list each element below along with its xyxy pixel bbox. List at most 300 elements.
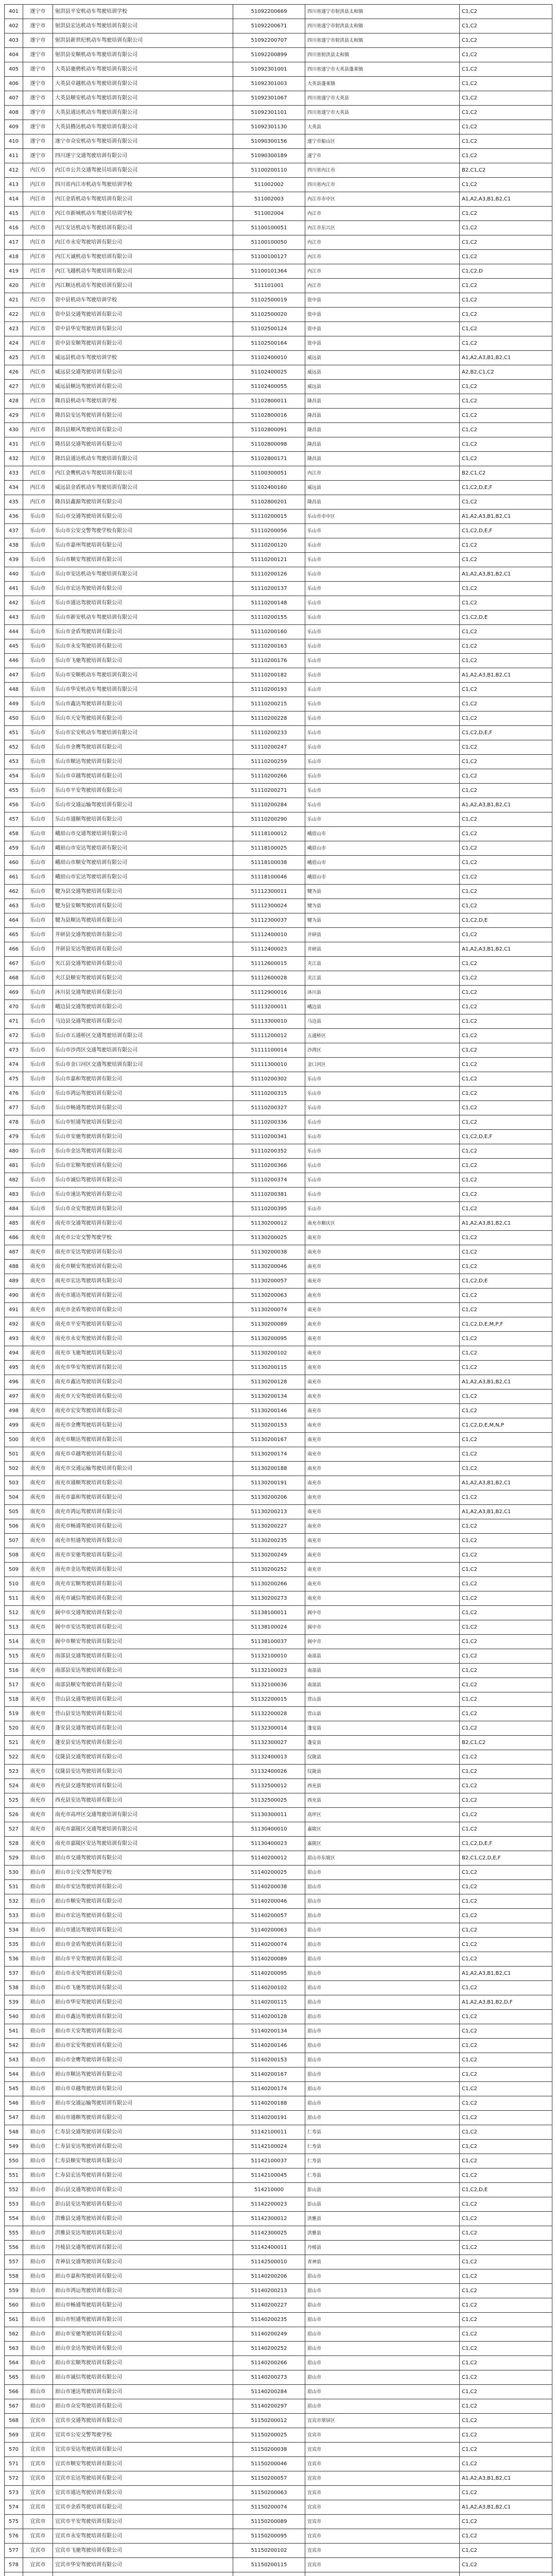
row-number: 510 (5, 1577, 23, 1591)
table-row (5, 2313, 552, 2327)
row-number: 470 (5, 1000, 23, 1014)
school-name-cell: 遂宁市众安机动车驾驶培训有限公司 (53, 134, 233, 149)
city-cell: 乐山市 (23, 740, 53, 755)
license-class-cell: C1,C2 (460, 2313, 552, 2327)
school-name-cell: 宜宾市顺安驾驶培训有限公司 (53, 2457, 233, 2471)
city-cell: 眉山市 (23, 1909, 53, 1923)
school-name-cell: 乐山市交通驾驶培训有限公司 (53, 510, 233, 524)
license-code-cell: 51140200188 (233, 2096, 305, 2111)
license-code-cell: 51112300024 (233, 899, 305, 913)
city-cell: 乐山市 (23, 668, 53, 683)
address-cell: 乐山市 (305, 769, 460, 784)
city-cell: 眉山市 (23, 2096, 53, 2111)
row-number: 530 (5, 1866, 23, 1880)
city-cell: 眉山市 (23, 2327, 53, 2342)
address-cell: 内江市 (305, 466, 460, 481)
row-number: 425 (5, 351, 23, 365)
row-number: 448 (5, 683, 23, 697)
address-cell: 南充市 (305, 1231, 460, 1245)
license-code-cell: 51113200011 (233, 1000, 305, 1014)
license-class-cell: C1,C2 (460, 841, 552, 856)
address-cell: 峨眉山市 (305, 856, 460, 870)
license-class-cell: C1,C2 (460, 812, 552, 827)
school-name-cell: 洪雅县安达驾驶培训有限公司 (53, 2226, 233, 2241)
license-code-cell: 51130200046 (233, 1260, 305, 1274)
address-cell: 金口河区 (305, 1058, 460, 1072)
license-code-cell: 51110200121 (233, 553, 305, 567)
city-cell: 南充市 (23, 1721, 53, 1736)
address-cell: 眉山市 (305, 2053, 460, 2067)
address-cell: 南充市 (305, 1548, 460, 1563)
city-cell: 南充市 (23, 1837, 53, 1851)
row-number: 419 (5, 264, 23, 279)
row-number: 478 (5, 1115, 23, 1130)
school-name-cell: 宜宾市通达驾驶培训有限公司 (53, 2486, 233, 2500)
address-cell: 眉山市 (305, 1894, 460, 1909)
table-row (5, 1938, 552, 1952)
address-cell: 眉山市 (305, 1952, 460, 1967)
license-class-cell: C1,C2 (460, 2096, 552, 2111)
license-class-cell: C1,C2 (460, 33, 552, 48)
city-cell: 内江市 (23, 437, 53, 452)
license-code-cell: 51140200213 (233, 2284, 305, 2298)
license-class-cell: C1,C2 (460, 91, 552, 106)
address-cell: 南充市 (305, 1476, 460, 1490)
address-cell: 内江市市中区 (305, 192, 460, 207)
row-number: 505 (5, 1505, 23, 1519)
city-cell: 遂宁市 (23, 106, 53, 120)
license-code-cell: 51140200095 (233, 1967, 305, 1981)
license-class-cell: C1,C2 (460, 77, 552, 91)
city-cell: 眉山市 (23, 2039, 53, 2053)
school-name-cell: 眉山市速达驾驶培训有限公司 (53, 2385, 233, 2399)
school-name-cell: 乐山市众安驾驶培训有限公司 (53, 1202, 233, 1216)
row-number: 548 (5, 2125, 23, 2140)
license-class-cell: C1,C2 (460, 1519, 552, 1534)
address-cell: 眉山市 (305, 2356, 460, 2370)
address-cell: 内江市 (305, 250, 460, 264)
row-number: 506 (5, 1519, 23, 1534)
address-cell: 宜宾市 (305, 2428, 460, 2443)
address-cell: 乐山市 (305, 596, 460, 611)
row-number: 483 (5, 1188, 23, 1202)
table-row (5, 1894, 552, 1909)
license-class-cell: C1,C2 (460, 322, 552, 336)
row-number: 537 (5, 1967, 23, 1981)
license-code-cell: 51130200038 (233, 1245, 305, 1260)
city-cell: 遂宁市 (23, 48, 53, 62)
school-name-cell: 乐山市卓越驾驶培训有限公司 (53, 769, 233, 784)
city-cell: 宜宾市 (23, 2544, 53, 2558)
license-class-cell: C1,C2 (460, 1043, 552, 1058)
address-cell: 峨眉山市 (305, 827, 460, 841)
license-code-cell: 511002003 (233, 192, 305, 207)
license-class-cell: C1,C2 (460, 2024, 552, 2039)
license-class-cell: C1,C2 (460, 1779, 552, 1793)
address-cell: 乐山市 (305, 524, 460, 538)
school-name-cell: 眉山市金盾驾驶培训有限公司 (53, 1938, 233, 1952)
license-code-cell: 51130200025 (233, 1231, 305, 1245)
school-name-cell: 乐山市金鹰驾驶培训有限公司 (53, 740, 233, 755)
row-number: 427 (5, 380, 23, 394)
address-cell: 乐山市 (305, 582, 460, 596)
license-class-cell: C1,C2 (460, 784, 552, 798)
row-number: 428 (5, 394, 23, 409)
row-number: 512 (5, 1606, 23, 1620)
row-number: 405 (5, 62, 23, 77)
city-cell: 遂宁市 (23, 134, 53, 149)
license-class-cell: C1,C2 (460, 1909, 552, 1923)
row-number: 513 (5, 1620, 23, 1635)
school-name-cell: 营山县交通驾驶培训有限公司 (53, 1692, 233, 1707)
school-name-cell: 眉山市华安驾驶培训有限公司 (53, 1995, 233, 2010)
table-row (5, 827, 552, 841)
school-name-cell: 眉山市飞驰驾驶培训有限公司 (53, 1981, 233, 1995)
table-row (5, 437, 552, 452)
table-row (5, 1490, 552, 1505)
license-class-cell: C1,C2 (460, 207, 552, 221)
school-name-cell: 乐山市诚信驾驶培训有限公司 (53, 1173, 233, 1188)
license-class-cell: C1,C2 (460, 1808, 552, 1822)
license-class-cell: C1,C2 (460, 1923, 552, 1938)
row-number: 571 (5, 2457, 23, 2471)
license-code-cell: 51140200074 (233, 1938, 305, 1952)
table-row (5, 1851, 552, 1866)
table-row (5, 2197, 552, 2212)
city-cell: 南充市 (23, 1476, 53, 1490)
city-cell: 南充市 (23, 1303, 53, 1317)
address-cell: 眉山市 (305, 2327, 460, 2342)
license-code-cell: 51112600028 (233, 971, 305, 986)
license-code-cell: 51132100036 (233, 1678, 305, 1692)
license-code-cell: 51110200327 (233, 1101, 305, 1115)
table-row (5, 1765, 552, 1779)
address-cell: 乐山市 (305, 654, 460, 668)
license-class-cell: B2,C1,C2,D,E,F (460, 1851, 552, 1866)
row-number: 558 (5, 2269, 23, 2284)
city-cell: 乐山市 (23, 582, 53, 596)
address-cell: 阆中市 (305, 1635, 460, 1649)
license-class-cell: C1,C2 (460, 1173, 552, 1188)
school-name-cell: 南充市安驰驾驶培训有限公司 (53, 1548, 233, 1563)
row-number: 460 (5, 856, 23, 870)
row-number: 464 (5, 913, 23, 928)
address-cell: 宜宾市 (305, 2529, 460, 2544)
address-cell: 眉山市 (305, 2010, 460, 2024)
row-number: 569 (5, 2428, 23, 2443)
row-number: 454 (5, 769, 23, 784)
table-row (5, 986, 552, 1000)
license-class-cell: C1,C2 (460, 1692, 552, 1707)
row-number: 493 (5, 1332, 23, 1346)
city-cell: 乐山市 (23, 812, 53, 827)
license-code-cell: 51140200167 (233, 2067, 305, 2082)
table-row (5, 5, 552, 19)
city-cell: 南充市 (23, 1260, 53, 1274)
row-number: 556 (5, 2241, 23, 2255)
school-name-cell: 眉山市宏顺驾驶培训有限公司 (53, 2356, 233, 2370)
license-code-cell: 51092200669 (233, 5, 305, 19)
city-cell: 眉山市 (23, 2298, 53, 2313)
row-number: 521 (5, 1736, 23, 1750)
license-code-cell: 51140200012 (233, 1851, 305, 1866)
row-number: 457 (5, 812, 23, 827)
school-name-cell: 眉山市金达驾驶培训有限公司 (53, 2342, 233, 2356)
address-cell: 南充市 (305, 1274, 460, 1289)
row-number: 552 (5, 2183, 23, 2197)
city-cell: 乐山市 (23, 928, 53, 942)
address-cell: 乐山市 (305, 755, 460, 769)
city-cell: 乐山市 (23, 1202, 53, 1216)
address-cell: 眉山市 (305, 1967, 460, 1981)
license-class-cell: C1,C2 (460, 423, 552, 437)
city-cell: 宜宾市 (23, 2500, 53, 2515)
row-number: 458 (5, 827, 23, 841)
license-class-cell: A1,A2,A3,B1,B2,C1 (460, 1476, 552, 1490)
table-row (5, 740, 552, 755)
table-row (5, 1346, 552, 1361)
license-class-cell: C1,C2 (460, 755, 552, 769)
table-row (5, 1375, 552, 1389)
table-row (5, 106, 552, 120)
license-class-cell: C1,C2 (460, 1346, 552, 1361)
school-name-cell: 内江市新城机动车驾驶员培训学校 (53, 207, 233, 221)
address-cell: 资中县 (305, 308, 460, 322)
row-number: 543 (5, 2053, 23, 2067)
license-code-cell: 51110200266 (233, 769, 305, 784)
license-code-cell: 51110200271 (233, 784, 305, 798)
school-name-cell: 内江天诚机动车驾驶培训有限公司 (53, 250, 233, 264)
school-name-cell: 眉山市畅通驾驶培训有限公司 (53, 2298, 233, 2313)
city-cell: 南充市 (23, 1375, 53, 1389)
address-cell: 嘉陵区 (305, 1837, 460, 1851)
address-cell: 隆昌县 (305, 437, 460, 452)
school-name-cell: 大英县腾达机动车驾驶培训有限公司 (53, 120, 233, 134)
row-number: 413 (5, 178, 23, 192)
table-row (5, 394, 552, 409)
table-row (5, 2428, 552, 2443)
license-class-cell: C1,C2 (460, 2168, 552, 2183)
license-code-cell: 51090300189 (233, 149, 305, 163)
table-row (5, 2269, 552, 2284)
data-table (4, 4, 552, 2576)
address-cell: 阆中市 (305, 1606, 460, 1620)
city-cell: 眉山市 (23, 2226, 53, 2241)
license-class-cell: C1,C2 (460, 1678, 552, 1692)
city-cell: 南充市 (23, 1707, 53, 1721)
row-number: 518 (5, 1692, 23, 1707)
license-class-cell: C1,C2 (460, 19, 552, 33)
city-cell: 乐山市 (23, 1115, 53, 1130)
table-row (5, 1231, 552, 1245)
address-cell (305, 2572, 460, 2576)
license-class-cell: C1,C2 (460, 1361, 552, 1375)
school-name-cell: 夹江县交通驾驶培训有限公司 (53, 957, 233, 971)
license-class-cell: C1,C2,D,E (460, 1274, 552, 1289)
table-row (5, 2471, 552, 2486)
row-number: 447 (5, 668, 23, 683)
school-name-cell: 南充市安达驾驶培训有限公司 (53, 1245, 233, 1260)
license-class-cell: C1,C2 (460, 1894, 552, 1909)
table-row (5, 293, 552, 308)
address-cell: 乐山市 (305, 726, 460, 740)
row-number: 540 (5, 2010, 23, 2024)
city-cell: 南充市 (23, 1418, 53, 1433)
license-code-cell: 51112300037 (233, 913, 305, 928)
city-cell: 内江市 (23, 495, 53, 510)
address-cell: 四川省遂宁市射洪县太和镇 (305, 33, 460, 48)
address-cell: 宜宾市 (305, 2544, 460, 2558)
license-code-cell: 51140200128 (233, 2010, 305, 2024)
license-class-cell: C1,C2 (460, 986, 552, 1000)
table-row (5, 971, 552, 986)
city-cell: 宜宾市 (23, 2414, 53, 2428)
city-cell: 乐山市 (23, 711, 53, 726)
license-class-cell: C1,C2,D,E,F (460, 481, 552, 495)
row-number: 429 (5, 409, 23, 423)
city-cell: 乐山市 (23, 596, 53, 611)
row-number: 574 (5, 2500, 23, 2515)
school-name-cell: 乐山市安顺机动车驾驶培训有限公司 (53, 668, 233, 683)
school-name-cell: 眉山市众安驾驶培训有限公司 (53, 2399, 233, 2414)
row-number: 520 (5, 1721, 23, 1736)
license-class-cell: A1,A2,A3,B1,B2,C1 (460, 668, 552, 683)
address-cell: 眉山市东坡区 (305, 1851, 460, 1866)
table-row (5, 711, 552, 726)
table-row (5, 1433, 552, 1447)
city-cell: 内江市 (23, 178, 53, 192)
city-cell: 内江市 (23, 192, 53, 207)
school-name-cell: 射洪县宏达机动车驾驶培训有限公司 (53, 19, 233, 33)
school-name-cell: 丹棱县交通驾驶培训有限公司 (53, 2241, 233, 2255)
city-cell: 乐山市 (23, 899, 53, 913)
table-row (5, 481, 552, 495)
license-code-cell: 511002002 (233, 178, 305, 192)
city-cell: 南充市 (23, 1231, 53, 1245)
license-code-cell: 51150200063 (233, 2486, 305, 2500)
license-code-cell: 51110200163 (233, 639, 305, 654)
license-code-cell: 51110200228 (233, 711, 305, 726)
license-code-cell: 51138100024 (233, 1620, 305, 1635)
school-name-cell: 峨眉山市交通驾驶培训有限公司 (53, 827, 233, 841)
license-class-cell: C1,C2 (460, 2457, 552, 2471)
school-name-cell: 眉山市恒通驾驶培训有限公司 (53, 2313, 233, 2327)
school-name-cell: 乐山市五通桥区交通驾驶培训有限公司 (53, 1029, 233, 1043)
license-code-cell: 51110200148 (233, 596, 305, 611)
city-cell: 乐山市 (23, 827, 53, 841)
row-number: 536 (5, 1952, 23, 1967)
school-name-cell: 眉山市交通驾驶培训有限公司 (53, 1851, 233, 1866)
row-number: 426 (5, 365, 23, 380)
address-cell: 眉山市 (305, 2111, 460, 2125)
school-name-cell: 隆昌县通达机动车驾驶培训有限公司 (53, 452, 233, 466)
license-code-cell: 51130200235 (233, 1534, 305, 1548)
school-name-cell: 宜宾市永安驾驶培训有限公司 (53, 2529, 233, 2544)
address-cell: 蓬安县 (305, 1721, 460, 1736)
address-cell: 南充市 (305, 1260, 460, 1274)
row-number: 416 (5, 221, 23, 235)
table-row (5, 1289, 552, 1303)
row-number: 451 (5, 726, 23, 740)
row-number: 499 (5, 1418, 23, 1433)
license-class-cell: C1,C2 (460, 928, 552, 942)
row-number: 559 (5, 2284, 23, 2298)
city-cell: 眉山市 (23, 2154, 53, 2168)
table-row (5, 856, 552, 870)
address-cell: 南充市 (305, 1404, 460, 1418)
license-code-cell: 51140200174 (233, 2082, 305, 2096)
row-number: 566 (5, 2385, 23, 2399)
license-code-cell: 51100200110 (233, 163, 305, 178)
row-number: 474 (5, 1058, 23, 1072)
license-code-cell: 51150200025 (233, 2428, 305, 2443)
table-row (5, 2443, 552, 2457)
city-cell: 眉山市 (23, 2082, 53, 2096)
row-number: 486 (5, 1231, 23, 1245)
address-cell: 阆中市 (305, 1620, 460, 1635)
table-row (5, 1967, 552, 1981)
license-code-cell: 51140200038 (233, 1880, 305, 1894)
address-cell: 夹江县 (305, 971, 460, 986)
school-name-cell: 仪陇县交通驾驶培训有限公司 (53, 1750, 233, 1765)
city-cell: 内江市 (23, 279, 53, 293)
table-row (5, 1519, 552, 1534)
license-code-cell: 51130200102 (233, 1346, 305, 1361)
table-row (5, 235, 552, 250)
city-cell: 南充市 (23, 1649, 53, 1664)
license-code-cell: 51140200102 (233, 1981, 305, 1995)
table-row (5, 798, 552, 812)
row-number: 492 (5, 1317, 23, 1332)
table-row (5, 1043, 552, 1058)
school-name-cell: 峨边县交通驾驶培训有限公司 (53, 1000, 233, 1014)
address-cell: 南充市 (305, 1418, 460, 1433)
row-number: 431 (5, 437, 23, 452)
row-number: 564 (5, 2356, 23, 2370)
school-name-cell: 眉山市卓越驾驶培训有限公司 (53, 2082, 233, 2096)
address-cell: 南充市 (305, 1577, 460, 1591)
school-name-cell: 隆昌县鑫源驾驶培训有限公司 (53, 495, 233, 510)
school-name-cell: 南充市华安驾驶培训有限公司 (53, 1361, 233, 1375)
table-row (5, 1188, 552, 1202)
license-class-cell: C1,C2 (460, 1649, 552, 1664)
school-name-cell: 南充市畅通驾驶培训有限公司 (53, 1519, 233, 1534)
city-cell: 南充市 (23, 1404, 53, 1418)
city-cell: 内江市 (23, 293, 53, 308)
license-class-cell: C1,C2 (460, 1404, 552, 1418)
school-name-cell: 眉山市宏达驾驶培训有限公司 (53, 1909, 233, 1923)
table-row (5, 2024, 552, 2039)
license-code-cell: 51130300011 (233, 1808, 305, 1822)
license-code-cell: 51118100025 (233, 841, 305, 856)
table-row (5, 134, 552, 149)
row-number: 549 (5, 2140, 23, 2154)
table-row (5, 1404, 552, 1418)
license-class-cell: C1,C2 (460, 2212, 552, 2226)
table-row (5, 567, 552, 582)
license-class-cell: B2,C1,C2 (460, 163, 552, 178)
city-cell: 南充市 (23, 1620, 53, 1635)
school-name-cell: 大英县通达机动车驾驶培训有限公司 (53, 106, 233, 120)
school-name-cell: 峨眉山市顺安驾驶培训有限公司 (53, 856, 233, 870)
row-number: 463 (5, 899, 23, 913)
license-class-cell: C1,C2 (460, 1490, 552, 1505)
school-name-cell: 犍为县顺达驾驶培训有限公司 (53, 913, 233, 928)
table-row (5, 1721, 552, 1736)
license-class-cell: C1,C2 (460, 2125, 552, 2140)
table-row (5, 1822, 552, 1837)
license-class-cell: C1,C2 (460, 2284, 552, 2298)
